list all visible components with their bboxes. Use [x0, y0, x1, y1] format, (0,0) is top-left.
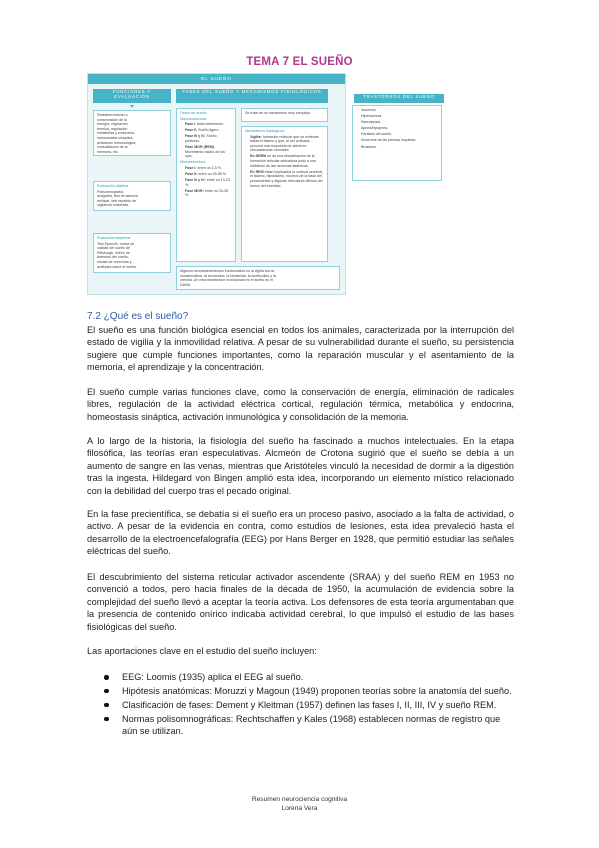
- card-title: Evaluación objetiva:: [97, 184, 129, 188]
- bullet-icon: [104, 703, 109, 708]
- list-item: • Fase II. Sueño ligero.: [185, 128, 232, 133]
- arrow-icon: [130, 105, 134, 108]
- text-line: Pittsburgh, índice de: [97, 250, 130, 255]
- list-item: • Vigilia: formación reticular que se extiende hasta el tálamo y que, al ser activada, provoca una respuesta de alerta en circunstancias normales.: [250, 135, 324, 153]
- text-line: deterioro del sueño,: [97, 255, 129, 260]
- list-item: • Fase I: entre un 2-5 %.: [185, 166, 232, 171]
- list-item: • Apnea/hipopnea.: [361, 126, 438, 131]
- page-title: TEMA 7 EL SUEÑO: [246, 56, 353, 68]
- text-line: actitudes sobre el sueño.: [97, 264, 137, 269]
- page-footer: [0, 795, 599, 813]
- list-item: • Fase MOR: entre un 20-25 %.: [185, 189, 232, 198]
- text-line: memoria, etc.: [97, 149, 119, 154]
- card-mechanisms: [241, 126, 328, 262]
- card-objective-evaluation: [93, 181, 171, 211]
- card-title: Fases del sueño:: [180, 111, 208, 115]
- text-line: múltiple, test repetido de: [97, 198, 137, 203]
- list-item: • Bruxismo.: [361, 145, 438, 150]
- card-subjective-evaluation: [93, 233, 171, 273]
- bullet-list: [104, 671, 514, 739]
- list-item: • Fase MOR (REM). Movimiento rápido de los ojos.: [185, 145, 232, 159]
- col-head-disorders: TRASTORNOS DEL SUEÑO: [354, 94, 444, 103]
- text-line: Restablecimiento o: [97, 113, 128, 117]
- card-title: Evaluación subjetiva:: [97, 236, 131, 240]
- text-line: actigrafía, test de latencia: [97, 194, 138, 199]
- card-title: Mecanismos fisiológicos:: [245, 129, 285, 133]
- footer-line: Resumen neurociencia cognitiva: [251, 796, 348, 803]
- text-line: activación inmunológica,: [97, 140, 137, 145]
- bullet-icon: [104, 675, 109, 680]
- concept-map-header: EL SUEÑO: [88, 74, 345, 84]
- text-line: orexina. Un neurotransmisor involucrado en el sueño es el: [180, 278, 273, 283]
- text-line: calidad del sueño de: [97, 246, 130, 251]
- list-item: • Hipersomnia.: [361, 114, 438, 119]
- list-item: • Fase I. Adormecimiento.: [185, 122, 232, 127]
- col-head-functions: FUNCIONES Y EVALUACIÓN: [93, 89, 171, 103]
- card-functions: [93, 110, 171, 156]
- card-sleep-phases: [176, 108, 236, 262]
- card-subtitle: Microestructura:: [180, 160, 206, 165]
- paragraph: Las aportaciones clave en el estudio del sueño incluyen:: [87, 646, 317, 656]
- list-item: • Fase III y IV. Sueño profundo.: [185, 134, 232, 143]
- text-line: noradrenalina, la serotonina, la histamina, la acetilcolina y la: [180, 273, 276, 278]
- text-line: GABA.: [180, 282, 191, 287]
- footer-author: Lorena Vera: [281, 805, 318, 812]
- col-head-phases: FASES DEL SUEÑO Y MECANISMOS FISIOLÓGICOS: [176, 89, 328, 103]
- list-item: • Narcolepsia.: [361, 120, 438, 125]
- text-line: térmica, regulación: [97, 126, 128, 131]
- card-subtitle: Macroestructura:: [180, 116, 207, 121]
- section-heading: 7.2 ¿Qué es el sueño?: [87, 311, 189, 322]
- bullet-icon: [104, 689, 109, 694]
- list-item: • Parálisis del sueño.: [361, 132, 438, 137]
- list-item: • Fase III y IV: entre un 13-23 %.: [185, 178, 232, 187]
- list-item: • Fase II: entre un 45-55 %.: [185, 172, 232, 177]
- text-line: energía, regulación: [97, 122, 128, 127]
- text-line: escala de creencias y: [97, 259, 132, 264]
- list-item: EEG: Loomis (1935) aplica el EEG al sueño.: [104, 671, 514, 683]
- text-line: metabólica y endócrina,: [97, 131, 135, 136]
- text-line: conservación de la: [97, 117, 127, 122]
- list-item: • Síndrome de las piernas inquietas.: [361, 138, 438, 143]
- card-sleep-disorders: [352, 105, 442, 181]
- paragraph: El descubrimiento del sistema reticular activador ascendente (SRAA) y del sueño REM en 1953 no convenció a todos, pero hacia finales de la década de 1950, la acumulación de evidencia sobre la complejidad del sueño llevó a aceptar la teoría activa. Los defensores de esta teoría argumentaban que la presencia de contenido onírico indicaba actividad cerebral, lo que impulsó el estudio de las bases fisiológicas del sueño.: [87, 572, 514, 632]
- list-item: Normas polisomnográficas: Rechtschaffen y Kales (1968) establecen normas de registro que aún se utilizan.: [104, 713, 514, 738]
- bullet-icon: [104, 717, 109, 722]
- text-line: vigilancia sostenida.: [97, 203, 130, 208]
- text-line: Test Epworth, índice de: [97, 241, 135, 246]
- list-item: Clasificación de fases: Dement y Kleitman (1957) definen las fases I, II, III, IV y sueño REM.: [104, 699, 514, 711]
- text-line: homeostasis sináptica,: [97, 135, 134, 140]
- list-item: • En REM están implicados la corteza cerebral, el tálamo, hipotálamo, núcleos de la base del prosencéfalo y algunas reticulares difusos del tronco del encéfalo.: [250, 170, 324, 188]
- paragraph: El sueño es una función biológica esencial en todos los animales, caracterizada por la interrupción del estado de vigilia y la inmovilidad relativa. A pesar de su vulnerabilidad durante el sueño, su persistencia sugiere que cumple funciones importantes, como la reparación muscular y el asentamiento de la memoria, el aprendizaje y la concentración.: [87, 325, 514, 373]
- list-item: Hipótesis anatómicas: Moruzzi y Magoun (1949) proponen teorías sobre la anatomía del sueño.: [104, 685, 514, 697]
- list-item: • En NREM se da una desactivación de la formación reticular activadora junto a una inhibición de las neuronas talámicas.: [250, 154, 324, 168]
- card-neurotransmitters: [176, 266, 340, 290]
- text-line: consolidación de la: [97, 145, 128, 150]
- list-item: • Insomnio.: [361, 108, 438, 113]
- card-complex-note: [241, 108, 328, 122]
- note-text: Se trata de un mecanismo muy complejo.: [245, 111, 312, 115]
- paragraph: En la fase precientífica, se debatía si el sueño era un proceso pasivo, asociado a la falta de actividad, o activo. A pesar de la evidencia en contra, como estudios de lesiones, esta idea prevaleció hasta el desarrollo de la electroencefalografía (EEG) por Hans Berger en 1928, que permitió estudiar las señales eléctricas del sueño.: [87, 509, 514, 557]
- text-line: Algunos neurotransmisores involucrados en la vigilia son la: [180, 269, 275, 273]
- text-line: Polisomnografía,: [97, 189, 124, 194]
- paragraph: El sueño cumple varias funciones clave, como la conservación de energía, eliminación de radicales libres, regulación de la actividad eléctrica cortical, regulación térmica, metabólica y endocrina, homeostasis sináptica, activación inmunológica y consolidación de la memoria.: [87, 387, 514, 422]
- paragraph: A lo largo de la historia, la fisiología del sueño ha fascinado a muchos intelectuales. En la etapa filosófica, las teorías eran especulativas. Alcmeón de Crotona sugirió que el sueño se debía a un aumento de sangre en las venas, mientras que Aristóteles vinculó la necesidad de dormir a la digestión tras la ingesta. Hildegard von Bingen amplió esta idea, incorporando un elemento místico relacionado con la debilidad del cuerpo tras el pecado original.: [87, 436, 514, 496]
